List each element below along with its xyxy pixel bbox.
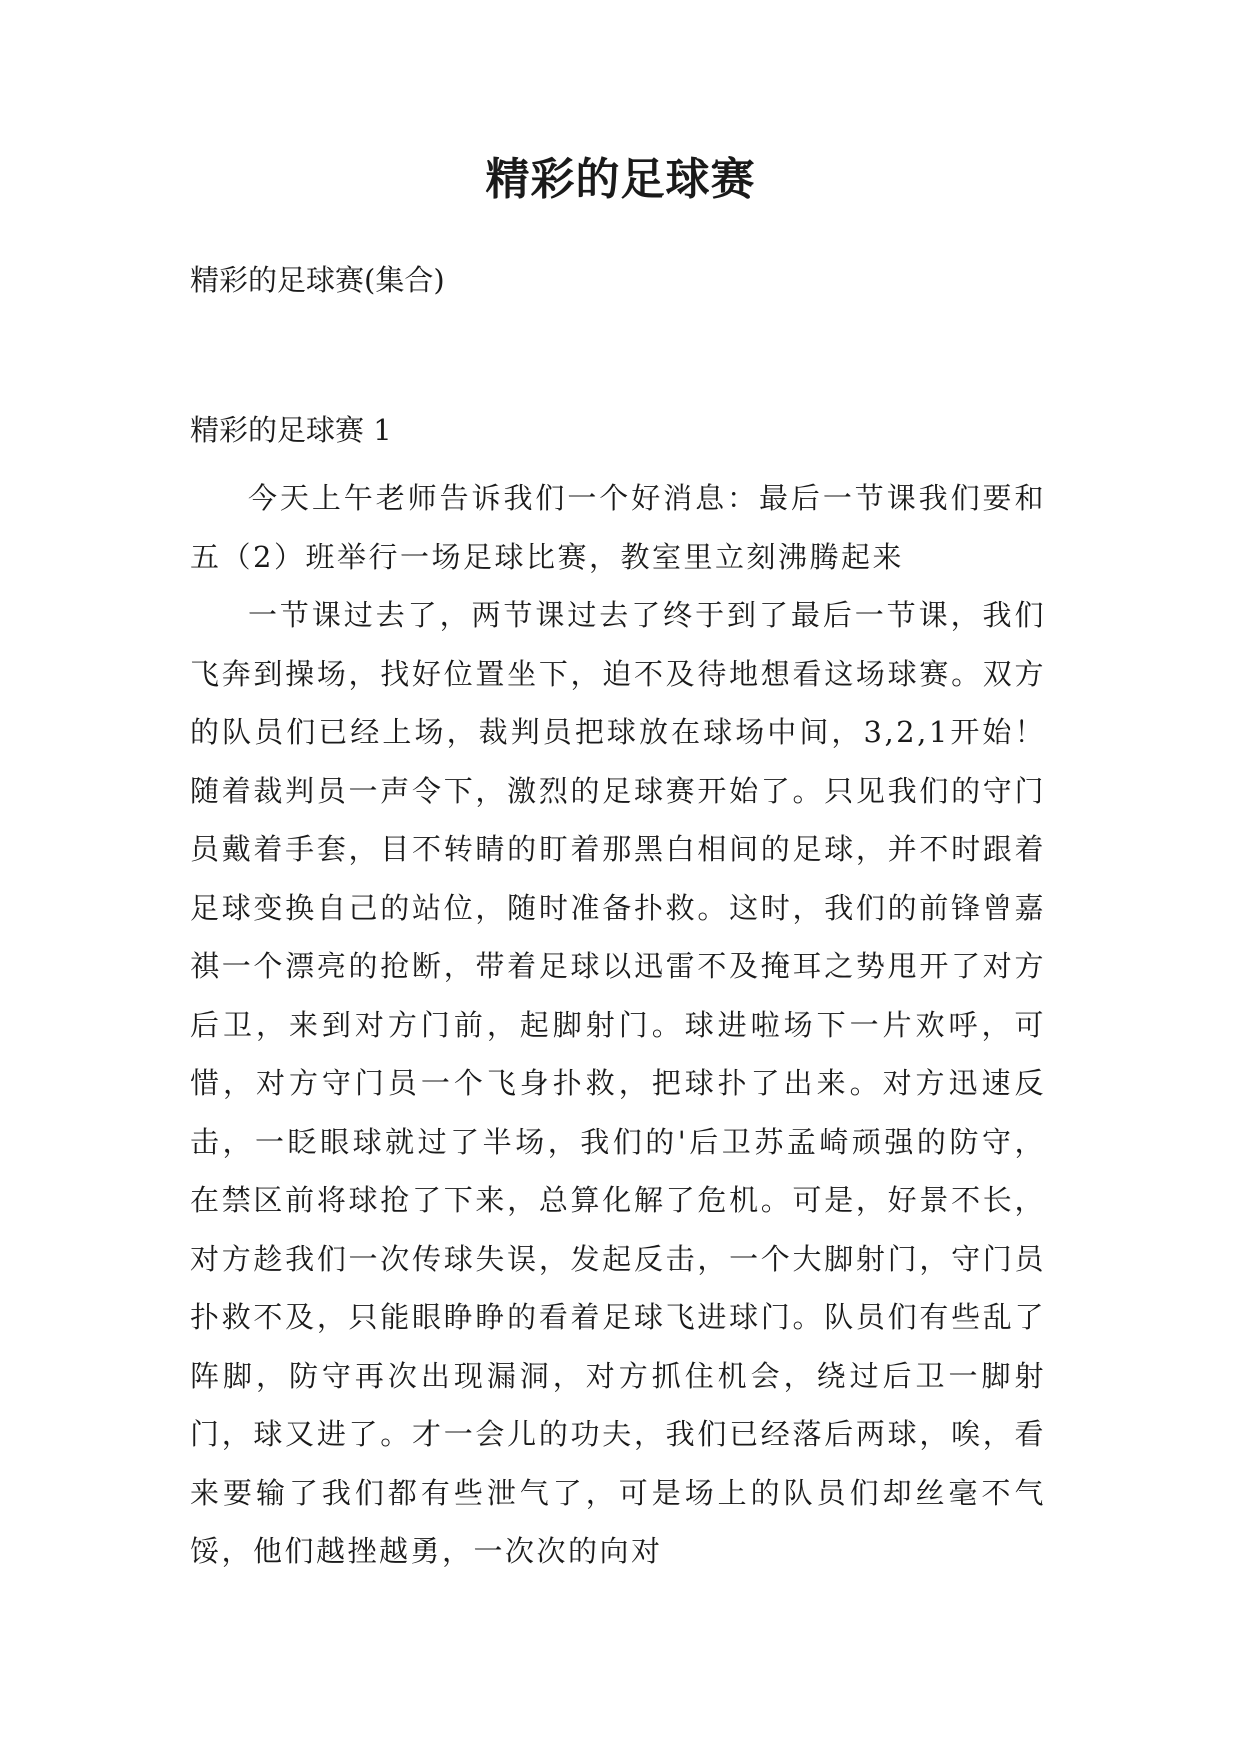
essay-paragraph: 今天上午老师告诉我们一个好消息：最后一节课我们要和五（2）班举行一场足球比赛，教室里立刻沸腾起来 — [190, 481, 1046, 574]
document-title: 精彩的足球赛 — [485, 154, 756, 205]
document-subtitle: 精彩的足球赛(集合) — [190, 263, 445, 297]
section-heading: 精彩的足球赛 1 — [190, 413, 392, 447]
essay-body — [190, 469, 1046, 1581]
essay-paragraph: 一节课过去了，两节课过去了终于到了最后一节课，我们飞奔到操场，找好位置坐下，迫不及待地想看这场球赛。双方的队员们已经上场，裁判员把球放在球场中间，3,2,1开始！随着裁判员一声令下，激烈的足球赛开始了。只见我们的守门员戴着手套，目不转睛的盯着那黑白相间的足球，并不时跟着足球变换自己的站位，随时准备扑救。这时，我们的前锋曾嘉祺一个漂亮的抢断，带着足球以迅雷不及掩耳之势甩开了对方后卫，来到对方门前，起脚射门。球进啦场下一片欢呼，可惜，对方守门员一个飞身扑救，把球扑了出来。对方迅速反击，一眨眼球就过了半场，我们的'后卫苏孟崎顽强的防守，在禁区前将球抢了下来，总算化解了危机。可是，好景不长，对方趁我们一次传球失误，发起反击，一个大脚射门，守门员扑救不及，只能眼睁睁的看着足球飞进球门。队员们有些乱了阵脚，防守再次出现漏洞，对方抓住机会，绕过后卫一脚射门，球又进了。才一会儿的功夫，我们已经落后两球，唉，看来要输了我们都有些泄气了，可是场上的队员们却丝毫不气馁，他们越挫越勇，一次次的向对 — [190, 598, 1046, 1568]
